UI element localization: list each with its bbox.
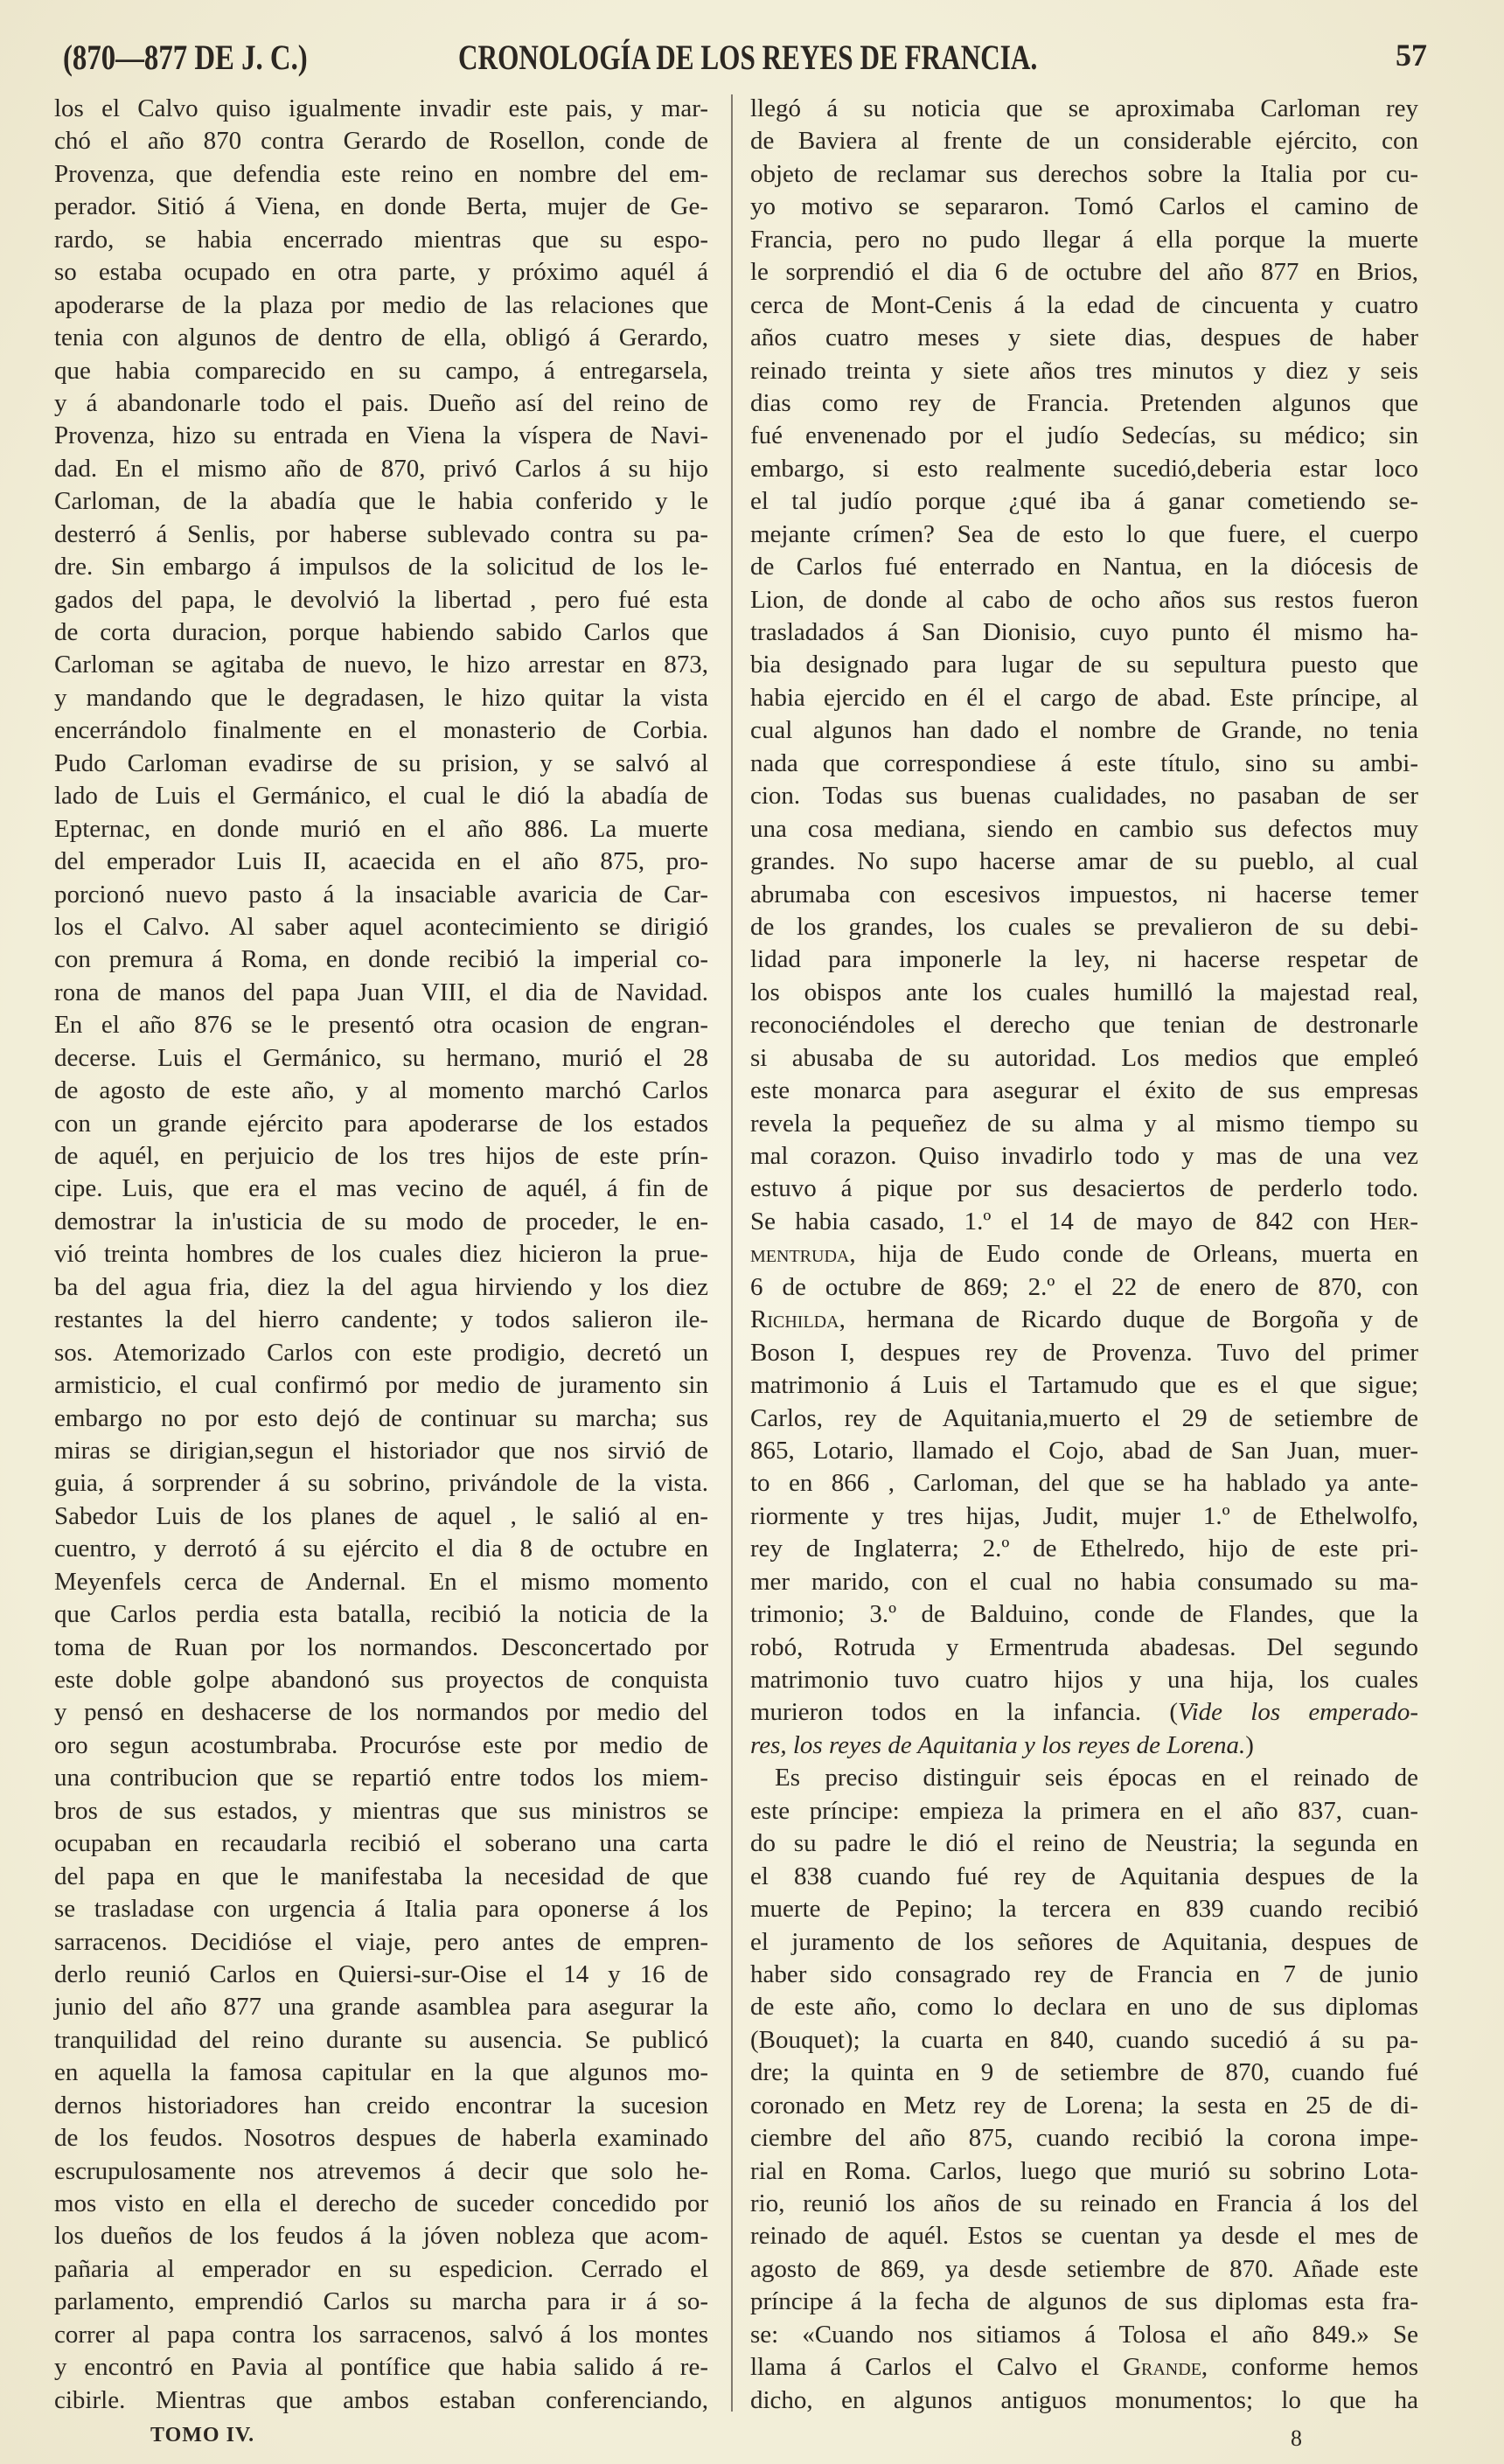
text-line: miras se dirigian,segun el historiador que nos sirvió de xyxy=(54,1436,708,1465)
text-line: dernos historiadores han creido encontrar la sucesion xyxy=(54,2091,708,2119)
text-line: encerrándolo finalmente en el monasterio de Corbia. xyxy=(54,716,708,745)
text-line: En el año 876 se le presentó otra ocasion de engran- xyxy=(54,1011,708,1040)
text-line: de corta duracion, porque habiendo sabido Carlos que xyxy=(54,618,708,646)
text-line: grandes. No supo hacerse amar de su pueblo, al cual xyxy=(750,847,1418,876)
text-line: rona de manos del papa Juan VIII, el dia de Navidad. xyxy=(54,978,708,1006)
text-segment: , hermana de Ricardo duque de Borgoña y de xyxy=(839,1305,1418,1334)
text-line: riormente y tres hijas, Judit, mujer 1.º de Ethelwolfo, xyxy=(750,1501,1418,1530)
text-line: en aquella la famosa capitular en la que algunos mo- xyxy=(54,2058,708,2087)
text-line: tranquilidad del reino durante su ausencia. Se publicó xyxy=(54,2025,708,2054)
text-line: coronado en Metz rey de Lorena; la sesta en 25 de di- xyxy=(750,2091,1418,2119)
text-line: to en 866 , Carloman, del que se ha hablado ya ante- xyxy=(750,1469,1418,1498)
text-line: el 838 cuando fué rey de Aquitania despues de la xyxy=(750,1862,1418,1890)
column-divider xyxy=(731,94,733,2412)
text-line: robó, Rotruda y Ermentruda abadesas. Del segundo xyxy=(750,1632,1418,1661)
text-line: cual algunos han dado el nombre de Grande, no tenia xyxy=(750,716,1418,745)
text-line: reconociéndoles el derecho que tenian de destronarle xyxy=(750,1011,1418,1040)
text-line: matrimonio á Luis el Tartamudo que es el que sigue; xyxy=(750,1371,1418,1400)
text-line: agosto de 869, ya desde setiembre de 870. Añade este xyxy=(750,2254,1418,2283)
text-line: se: «Cuando nos sitiamos á Tolosa el año 849.» Se xyxy=(750,2320,1418,2349)
text-line: pañaria al emperador en su espedicion. Cerrado el xyxy=(54,2254,708,2283)
text-line: Carloman, de la abadía que le habia conferido y le xyxy=(54,487,708,516)
text-line: cion. Todas sus buenas cualidades, no pasaban de ser xyxy=(750,782,1418,811)
text-segment: ) xyxy=(1245,1730,1254,1759)
text-line: trimonio; 3.º de Balduino, conde de Flandes, que la xyxy=(750,1600,1418,1629)
text-line: chó el año 870 contra Gerardo de Rosellon, conde de xyxy=(54,127,708,156)
text-line: y mandando que le degradasen, le hizo quitar la vista xyxy=(54,683,708,712)
text-line: Provenza, que defendia este reino en nombre del em- xyxy=(54,159,708,188)
text-line: príncipe á la fecha de algunos de sus diplomas esta fra- xyxy=(750,2287,1418,2316)
text-line: porcionó nuevo pasto á la insaciable avaricia de Car- xyxy=(54,880,708,908)
text-line: años cuatro meses y siete dias, despues de haber xyxy=(750,324,1418,352)
text-line xyxy=(750,1238,1418,1270)
text-line: perador. Sitió á Viena, en donde Berta, mujer de Ge- xyxy=(54,192,708,221)
text-line: de los feudos. Nosotros despues de haberla examinado xyxy=(54,2124,708,2153)
text-line: 6 de octubre de 869; 2.º el 22 de enero de 870, con xyxy=(750,1272,1418,1301)
text-line: este príncipe: empieza la primera en el año 837, cuan- xyxy=(750,1796,1418,1825)
text-line: los dueños de los feudos á la jóven nobleza que acom- xyxy=(54,2222,708,2251)
text-line: mal corazon. Quiso invadirlo todo y mas de una vez xyxy=(750,1142,1418,1170)
running-head-title: CRONOLOGÍA DE LOS REYES DE FRANCIA. xyxy=(458,38,1038,77)
text-line: guia, á sorprender á su sobrino, privándole de la vista. xyxy=(54,1469,708,1498)
text-line: Carlos, rey de Aquitania,muerto el 29 de setiembre de xyxy=(750,1403,1418,1432)
running-head-dates: (870—877 DE J. C.) xyxy=(63,38,308,77)
text-line: este doble golpe abandonó sus proyectos de conquista xyxy=(54,1666,708,1694)
text-line: cibirle. Mientras que ambos estaban conferenciando, xyxy=(54,2385,708,2414)
text-line: Meyenfels cerca de Andernal. En el mismo momento xyxy=(54,1567,708,1596)
text-line: y á abandonarle todo el pais. Dueño así del reino de xyxy=(54,388,708,417)
text-line: del emperador Luis II, acaecida en el año 875, pro- xyxy=(54,847,708,876)
text-line: que Carlos perdia esta batalla, recibió la noticia de la xyxy=(54,1600,708,1629)
text-line: tenia con algunos de dentro de ella, obligó á Gerardo, xyxy=(54,324,708,352)
text-segment: , hija de Eudo conde de Orleans, muerta en xyxy=(849,1240,1418,1269)
text-line: Epternac, en donde murió en el año 886. La muerte xyxy=(54,814,708,843)
text-line: oro segun acostumbraba. Procuróse este por medio de xyxy=(54,1730,708,1759)
text-line: cipe. Luis, que era el mas vecino de aquél, á fin de xyxy=(54,1174,708,1203)
text-segment: llama á Carlos el Calvo el xyxy=(750,2353,1124,2382)
text-line: toma de Ruan por los normandos. Desconcertado por xyxy=(54,1632,708,1661)
text-line: (Bouquet); la cuarta en 840, cuando sucedió á su pa- xyxy=(750,2025,1418,2054)
text-line: demostrar la in'usticia de su modo de proceder, le en- xyxy=(54,1207,708,1235)
text-line: Sabedor Luis de los planes de aquel , le salió al en- xyxy=(54,1501,708,1530)
text-line: de aquél, en perjuicio de los tres hijos de este prín- xyxy=(54,1142,708,1170)
text-line: este monarca para asegurar el éxito de sus empresas xyxy=(750,1076,1418,1105)
text-line: correr al papa contra los sarracenos, salvó á los montes xyxy=(54,2320,708,2349)
text-line: con un grande ejército para apoderarse de los estados xyxy=(54,1109,708,1138)
text-line: lidad para imponerle la ley, ni hacerse respetar de xyxy=(750,945,1418,974)
text-line: gados del papa, le devolvió la libertad , pero fué esta xyxy=(54,585,708,614)
text-line: abrumaba con escesivos impuestos, ni hacerse temer xyxy=(750,880,1418,908)
text-line xyxy=(750,2351,1418,2384)
text-line: rial en Roma. Carlos, luego que murió su sobrino Lota- xyxy=(750,2156,1418,2185)
text-line: ocupaban en recaudarla recibió el soberano una carta xyxy=(54,1829,708,1858)
text-line: rey de Inglaterra; 2.º de Ethelredo, hijo de este pri- xyxy=(750,1535,1418,1563)
text-line: apoderarse de la plaza por medio de las relaciones que xyxy=(54,290,708,319)
text-line: bia designado para lugar de su sepultura puesto que xyxy=(750,651,1418,679)
text-line: mejante crímen? Sea de esto lo que fuere, el cuerpo xyxy=(750,519,1418,548)
text-line xyxy=(750,1730,1418,1762)
text-line: los obispos ante los cuales humilló la majestad real, xyxy=(750,978,1418,1006)
text-line: reinado de aquél. Estos se cuentan ya desde el mes de xyxy=(750,2222,1418,2251)
text-line: estuvo á pique por sus desaciertos de perderlo todo. xyxy=(750,1174,1418,1203)
text-line: Francia, pero no pudo llegar á ella porque la muerte xyxy=(750,225,1418,254)
text-line: derlo reunió Carlos en Quiersi-sur-Oise el 14 y 16 de xyxy=(54,1959,708,1988)
text-line: de este año, como lo declara en uno de sus diplomas xyxy=(750,1993,1418,2022)
text-line xyxy=(750,1304,1418,1336)
text-column-left xyxy=(54,93,708,2417)
text-line: de los grandes, los cuales se prevalieron de su debi- xyxy=(750,912,1418,941)
text-line: dre; la quinta en 9 de setiembre de 870, cuando fué xyxy=(750,2058,1418,2087)
small-caps-name: mentruda xyxy=(750,1240,850,1269)
text-line: de agosto de este año, y al momento marchó Carlos xyxy=(54,1076,708,1105)
text-line xyxy=(750,1696,1418,1729)
text-line: los el Calvo quiso igualmente invadir este pais, y mar- xyxy=(54,94,708,122)
text-line: Carloman se agitaba de nuevo, le hizo arrestar en 873, xyxy=(54,651,708,679)
text-line: haber sido consagrado rey de Francia en 7 de junio xyxy=(750,1959,1418,1988)
text-line: armisticio, el cual confirmó por medio de juramento sin xyxy=(54,1371,708,1400)
text-line: se trasladase con urgencia á Italia para oponerse á los xyxy=(54,1895,708,1924)
text-line: de Carlos fué enterrado en Nantua, en la diócesis de xyxy=(750,553,1418,581)
small-caps-name: Grande xyxy=(1123,2353,1201,2382)
text-line: embargo no por esto dejó de continuar su marcha; sus xyxy=(54,1403,708,1432)
text-line: restantes la del hierro candente; y todos salieron ile- xyxy=(54,1305,708,1334)
text-line: el tal judío porque ¿qué iba á ganar cometiendo se- xyxy=(750,487,1418,516)
text-segment: Se habia casado, 1.º el 14 de mayo de 842 con xyxy=(750,1207,1369,1235)
text-line: Lion, de donde al cabo de ocho años sus restos fueron xyxy=(750,585,1418,614)
text-line: objeto de reclamar sus derechos sobre la Italia por cu- xyxy=(750,159,1418,188)
text-line: una cosa mediana, siendo en cambio sus defectos muy xyxy=(750,814,1418,843)
text-line: con premura á Roma, en donde recibió la imperial co- xyxy=(54,945,708,974)
text-line: una contribucion que se repartió entre todos los miem- xyxy=(54,1764,708,1792)
text-line xyxy=(750,1206,1418,1238)
text-line: los el Calvo. Al saber aquel acontecimiento se dirigió xyxy=(54,912,708,941)
text-line: ciembre del año 875, cuando recibió la corona impe- xyxy=(750,2124,1418,2153)
text-line: si abusaba de su autoridad. Los medios que empleó xyxy=(750,1043,1418,1072)
text-line: sos. Atemorizado Carlos con este prodigio, decretó un xyxy=(54,1338,708,1367)
text-line: do su padre le dió el reino de Neustria; la segunda en xyxy=(750,1829,1418,1858)
text-line: Provenza, hizo su entrada en Viena la víspera de Navi- xyxy=(54,421,708,450)
text-line: el juramento de los señores de Aquitania, despues de xyxy=(750,1927,1418,1956)
italic-reference: Vide los emperado- xyxy=(1178,1698,1418,1727)
text-line: fué envenenado por el judío Sedecías, su médico; sin xyxy=(750,421,1418,450)
volume-label: TOMO IV. xyxy=(150,2424,255,2447)
italic-reference: res, los reyes de Aquitania y los reyes de Lorena. xyxy=(750,1730,1246,1759)
text-line: escrupulosamente nos atrevemos á decir que solo he- xyxy=(54,2156,708,2185)
text-column-right xyxy=(750,93,1418,2417)
text-segment: , conforme hemos xyxy=(1201,2353,1418,2382)
text-line: mer marido, con el cual no habia consumado su ma- xyxy=(750,1567,1418,1596)
text-line: y encontró en Pavia al pontífice que habia salido á re- xyxy=(54,2353,708,2382)
text-line: Boson I, despues rey de Provenza. Tuvo del primer xyxy=(750,1338,1418,1367)
text-line: muerte de Pepino; la tercera en 839 cuando recibió xyxy=(750,1895,1418,1924)
text-line: rio, reunió los años de su reinado en Francia á los del xyxy=(750,2189,1418,2217)
text-line: ba del agua fria, diez la del agua hirviendo y los diez xyxy=(54,1272,708,1301)
text-line: llegó á su noticia que se aproximaba Carloman rey xyxy=(750,94,1418,122)
text-line: cerca de Mont-Cenis á la edad de cincuenta y cuatro xyxy=(750,290,1418,319)
text-line: desterró á Senlis, por haberse sublevado contra su pa- xyxy=(54,519,708,548)
text-line: junio del año 877 una grande asamblea para asegurar la xyxy=(54,1993,708,2022)
text-line: nada que correspondiese á este título, sino su ambi- xyxy=(750,748,1418,777)
text-line: decerse. Luis el Germánico, su hermano, murió el 28 xyxy=(54,1043,708,1072)
text-line: que habia comparecido en su campo, á entregarsela, xyxy=(54,356,708,385)
text-line: dad. En el mismo año de 870, privó Carlos á su hijo xyxy=(54,454,708,483)
text-line: rardo, se habia encerrado mientras que su espo- xyxy=(54,225,708,254)
text-line: so estaba ocupado en otra parte, y próximo aquél á xyxy=(54,258,708,287)
text-line: parlamento, emprendió Carlos su marcha para ir á so- xyxy=(54,2287,708,2316)
text-segment: murieron todos en la infancia. ( xyxy=(750,1698,1179,1727)
text-line: sarracenos. Decidióse el viaje, pero antes de empren- xyxy=(54,1927,708,1956)
text-line: dias como rey de Francia. Pretenden algunos que xyxy=(750,388,1418,417)
text-line: habia ejercido en él el cargo de abad. Este príncipe, al xyxy=(750,683,1418,712)
text-line: mos visto en ella el derecho de suceder concedido por xyxy=(54,2189,708,2217)
text-line: del papa en que le manifestaba la necesidad de que xyxy=(54,1862,708,1890)
text-line: dicho, en algunos antiguos monumentos; lo que ha xyxy=(750,2385,1418,2414)
text-line: reinado treinta y siete años tres minutos y diez y seis xyxy=(750,356,1418,385)
text-line: Es preciso distinguir seis épocas en el reinado de xyxy=(775,1764,1418,1792)
text-line: lado de Luis el Germánico, el cual le dió la abadía de xyxy=(54,782,708,811)
text-line: revela la pequeñez de su alma y al mismo tiempo su xyxy=(750,1109,1418,1138)
text-line: Pudo Carloman evadirse de su prision, y se salvó al xyxy=(54,748,708,777)
small-caps-name: Richilda xyxy=(750,1305,839,1334)
text-line: cuentro, y derrotó á su ejército el dia 8 de octubre en xyxy=(54,1535,708,1563)
text-line: le sorprendió el dia 6 de octubre del año 877 en Brios, xyxy=(750,258,1418,287)
text-line: de Baviera al frente de un considerable ejército, con xyxy=(750,127,1418,156)
text-line: embargo, si esto realmente sucedió,deberia estar loco xyxy=(750,454,1418,483)
signature-mark: 8 xyxy=(1291,2426,1302,2451)
text-line: yo motivo se separaron. Tomó Carlos el camino de xyxy=(750,192,1418,221)
text-line: vió treinta hombres de los cuales diez hicieron la prue- xyxy=(54,1240,708,1269)
small-caps-name: Her- xyxy=(1368,1207,1418,1235)
text-line: dre. Sin embargo á impulsos de la solicitud de los le- xyxy=(54,553,708,581)
text-line: y pensó en deshacerse de los normandos por medio del xyxy=(54,1698,708,1727)
text-line: matrimonio tuvo cuatro hijos y una hija, los cuales xyxy=(750,1666,1418,1694)
text-line: 865, Lotario, llamado el Cojo, abad de San Juan, muer- xyxy=(750,1436,1418,1465)
text-line: bros de sus estados, y mientras que sus ministros se xyxy=(54,1796,708,1825)
text-line: trasladados á San Dionisio, cuyo punto él mismo ha- xyxy=(750,618,1418,646)
page-number: 57 xyxy=(1396,38,1427,73)
